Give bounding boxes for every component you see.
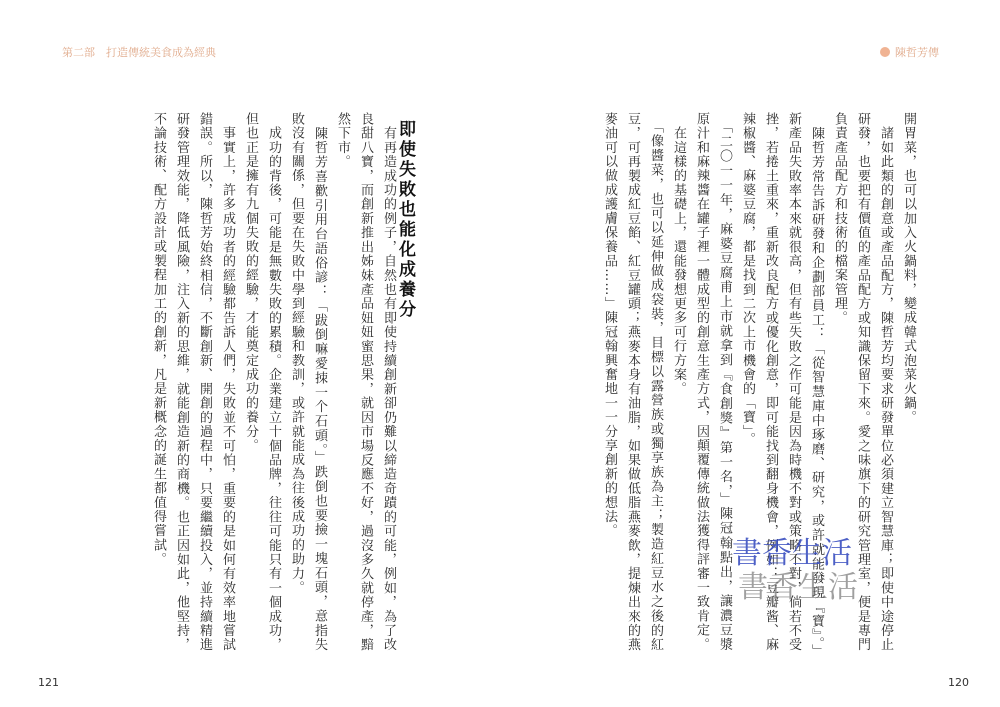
page-number-left: 121 bbox=[38, 676, 59, 689]
section-heading: 即使失敗也能化成養分 bbox=[395, 120, 415, 320]
paragraph: 「像醬菜，也可以延伸做成袋裝，目標以露營族或獨享族為主；製造紅豆水之後的紅豆，可再製成紅豆餡、紅豆罐頭；燕麥本身有油脂，如果做低脂燕麥飲，提煉出來的燕麥油可以做成護膚保養品……」陳冠翰興奮地一一分享創新的想法。 bbox=[602, 112, 663, 652]
running-head-right bbox=[880, 44, 939, 60]
paragraph: 諸如此類的創意或產品配方，陳哲芳均要求研發單位必須建立智慧庫；即使中途停止研發，也要把有價值的產品配方或知識保留下來。愛之味旗下的研究管理室，便是專門負責產品配方和技術的檔案管理。 bbox=[832, 112, 893, 652]
paragraph: 陳哲芳喜歡引用台語俗諺：「跋倒嘛愛拺一个石頭。」跌倒也要撿一塊石頭，意指失敗沒有關係，但要在失敗中學到經驗和教訓，或許就能成為往後成功的助力。 bbox=[289, 112, 327, 652]
paragraph: 「二〇一一年，麻婆豆腐甫上市就拿到『食創獎』第一名，」陳冠翰點出，讓濃豆漿原汁和麻辣醬在罐子裡一體成型的創意生產方式，因顛覆傳統做法獲得評審一致肯定。 bbox=[694, 112, 732, 652]
paragraph: 開胃菜，也可以加入火鍋料，變成韓式泡菜火鍋。 bbox=[901, 112, 916, 425]
watermark-logo-shadow: 書香生活 bbox=[738, 570, 858, 605]
left-page-body bbox=[80, 112, 400, 652]
running-head-left: 第二部 打造傳統美食成為經典 bbox=[62, 46, 216, 59]
paragraph: 成功的背後，可能是無數失敗的累積。企業建立十個品牌，往往可能只有一個成功，但也正是擁有九個失敗的經驗，才能奠定成功的養分。 bbox=[243, 112, 281, 652]
running-head-right-label: 陳哲芳傳 bbox=[895, 46, 939, 59]
watermark-logo: 書香生活 bbox=[732, 536, 852, 571]
paragraph: 陳哲芳常告訴研發和企劃部員工：「從智慧庫中琢磨、研究，或許就能發現『寶』。」新產品失敗率本來就很高，但有些失敗之作可能是因為時機不對或策略不對，倘若不受挫，若捲土重來，重新改良配方或優化創意，即可能找到翻身機會，例如：豆瓣酱、麻辣椒醬、麻婆豆腐，都是找到二次上市機會的「寶」。 bbox=[740, 112, 824, 652]
paragraph: 在這樣的基礎上，還能發想更多可行方案。 bbox=[671, 112, 686, 396]
paragraph: 有再造成功的例子，自然也有即使持續創新卻仍難以締造奇蹟的可能，例如，為了改良甜八寶，而創新推出姊妹產品妞妞蜜思果，就因市場反應不好，過沒多久就停產，黯然下市。 bbox=[335, 112, 396, 652]
paragraph: 事實上，許多成功者的經驗都告訴人們，失敗並不可怕，重要的是如何有效率地嘗試錯誤。所以，陳哲芳始終相信，不斷創新、開創的過程中，只要繼續投入，並持續精進研發管理效能，降低風險，注入新的思維，就能創造新的商機。也正因如此，他堅持，不論技術、配方設計或製程加工的創新，凡是新概念的誕生都值得嘗試。 bbox=[151, 112, 235, 652]
page-number-right: 120 bbox=[948, 676, 969, 689]
circle-bullet-icon bbox=[880, 47, 890, 57]
